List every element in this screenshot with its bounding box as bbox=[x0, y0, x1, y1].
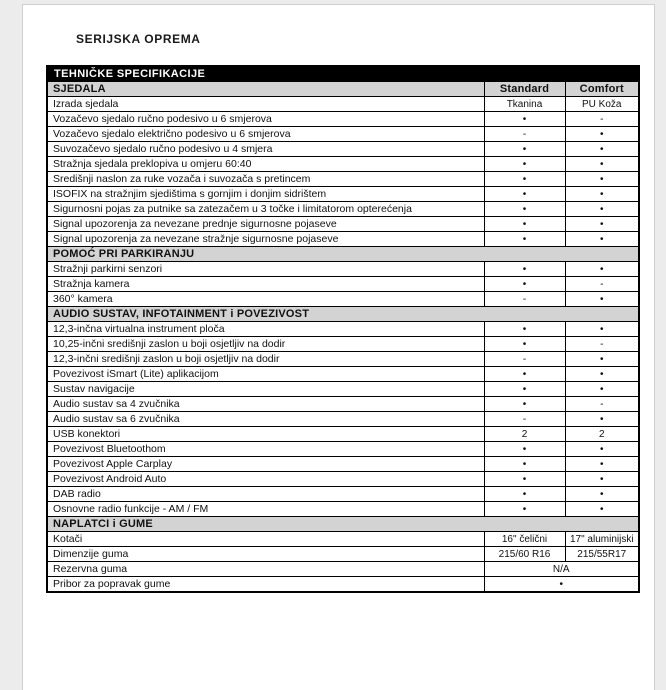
table-row bbox=[47, 187, 639, 202]
comfort-value: • bbox=[565, 457, 639, 472]
standard-value: • bbox=[484, 262, 565, 277]
table-row bbox=[47, 277, 639, 292]
comfort-value: • bbox=[565, 367, 639, 382]
table-row bbox=[47, 427, 639, 442]
feature-label: Stražnji parkirni senzori bbox=[47, 262, 484, 277]
standard-value: • bbox=[484, 322, 565, 337]
comfort-value: • bbox=[565, 262, 639, 277]
standard-value: • bbox=[484, 367, 565, 382]
spec-table-body bbox=[47, 66, 639, 592]
feature-label: Kotači bbox=[47, 532, 484, 547]
table-row bbox=[47, 217, 639, 232]
feature-label: DAB radio bbox=[47, 487, 484, 502]
section-header-row bbox=[47, 247, 639, 262]
comfort-value: • bbox=[565, 127, 639, 142]
comfort-value: 17" aluminijski bbox=[565, 532, 639, 547]
table-row bbox=[47, 112, 639, 127]
standard-value: 215/60 R16 bbox=[484, 547, 565, 562]
standard-value: • bbox=[484, 202, 565, 217]
standard-value: - bbox=[484, 292, 565, 307]
table-row bbox=[47, 142, 639, 157]
feature-label: USB konektori bbox=[47, 427, 484, 442]
table-row bbox=[47, 172, 639, 187]
standard-value: • bbox=[484, 397, 565, 412]
feature-label: 12,3-inčna virtualna instrument ploča bbox=[47, 322, 484, 337]
standard-value: • bbox=[484, 502, 565, 517]
page-title: SERIJSKA OPREMA bbox=[76, 32, 201, 46]
comfort-value: • bbox=[565, 322, 639, 337]
feature-label: Izrada sjedala bbox=[47, 97, 484, 112]
feature-label: Stražnja sjedala preklopiva u omjeru 60:40 bbox=[47, 157, 484, 172]
table-row bbox=[47, 97, 639, 112]
comfort-value: • bbox=[565, 187, 639, 202]
feature-label: Povezivost iSmart (Lite) aplikacijom bbox=[47, 367, 484, 382]
comfort-value: • bbox=[565, 202, 639, 217]
table-title: TEHNIČKE SPECIFIKACIJE bbox=[47, 66, 639, 82]
comfort-value: - bbox=[565, 397, 639, 412]
table-row bbox=[47, 532, 639, 547]
section-header-row bbox=[47, 307, 639, 322]
feature-label: Signal upozorenja za nevezane stražnje sigurnosne pojaseve bbox=[47, 232, 484, 247]
standard-value: 16" čelični bbox=[484, 532, 565, 547]
column-header-standard: Standard bbox=[484, 82, 565, 97]
standard-value: • bbox=[484, 217, 565, 232]
section-title: POMOĆ PRI PARKIRANJU bbox=[47, 247, 639, 262]
table-row bbox=[47, 457, 639, 472]
standard-value: • bbox=[484, 487, 565, 502]
feature-label: Vozačevo sjedalo električno podesivo u 6 smjerova bbox=[47, 127, 484, 142]
table-row bbox=[47, 382, 639, 397]
comfort-value: • bbox=[565, 442, 639, 457]
feature-label: Središnji naslon za ruke vozača i suvozača s pretincem bbox=[47, 172, 484, 187]
comfort-value: • bbox=[565, 217, 639, 232]
feature-label: Sustav navigacije bbox=[47, 382, 484, 397]
table-row bbox=[47, 412, 639, 427]
feature-label: Signal upozorenja za nevezane prednje sigurnosne pojaseve bbox=[47, 217, 484, 232]
standard-value: • bbox=[484, 277, 565, 292]
feature-label: Povezivost Bluetoothom bbox=[47, 442, 484, 457]
standard-value: - bbox=[484, 412, 565, 427]
standard-value: - bbox=[484, 352, 565, 367]
comfort-value: PU Koža bbox=[565, 97, 639, 112]
comfort-value: • bbox=[565, 157, 639, 172]
table-row bbox=[47, 562, 639, 577]
table-row bbox=[47, 322, 639, 337]
feature-label: 360° kamera bbox=[47, 292, 484, 307]
table-row bbox=[47, 397, 639, 412]
section-header-row bbox=[47, 82, 639, 97]
standard-value: 2 bbox=[484, 427, 565, 442]
section-title: AUDIO SUSTAV, INFOTAINMENT i POVEZIVOST bbox=[47, 307, 639, 322]
feature-label: Audio sustav sa 6 zvučnika bbox=[47, 412, 484, 427]
comfort-value: • bbox=[565, 352, 639, 367]
comfort-value: • bbox=[565, 472, 639, 487]
standard-value: • bbox=[484, 142, 565, 157]
standard-value: • bbox=[484, 382, 565, 397]
comfort-value: • bbox=[565, 172, 639, 187]
section-title: NAPLATCI i GUME bbox=[47, 517, 639, 532]
feature-label: Rezervna guma bbox=[47, 562, 484, 577]
feature-label: ISOFIX na stražnjim sjedištima s gornjim i donjim sidrištem bbox=[47, 187, 484, 202]
feature-label: Vozačevo sjedalo ručno podesivo u 6 smjerova bbox=[47, 112, 484, 127]
feature-label: Audio sustav sa 4 zvučnika bbox=[47, 397, 484, 412]
standard-value: Tkanina bbox=[484, 97, 565, 112]
table-row bbox=[47, 157, 639, 172]
standard-value: • bbox=[484, 457, 565, 472]
table-row bbox=[47, 487, 639, 502]
feature-label: Suvozačevo sjedalo ručno podesivo u 4 smjera bbox=[47, 142, 484, 157]
table-row bbox=[47, 442, 639, 457]
comfort-value: 215/55R17 bbox=[565, 547, 639, 562]
table-row bbox=[47, 547, 639, 562]
feature-label: Osnovne radio funkcije - AM / FM bbox=[47, 502, 484, 517]
section-title: SJEDALA bbox=[47, 82, 484, 97]
feature-label: Stražnja kamera bbox=[47, 277, 484, 292]
table-row bbox=[47, 502, 639, 517]
table-row bbox=[47, 232, 639, 247]
standard-value: • bbox=[484, 157, 565, 172]
feature-label: Dimenzije guma bbox=[47, 547, 484, 562]
comfort-value: • bbox=[565, 232, 639, 247]
feature-label: 12,3-inčni središnji zaslon u boji osjetljiv na dodir bbox=[47, 352, 484, 367]
column-header-comfort: Comfort bbox=[565, 82, 639, 97]
comfort-value: • bbox=[565, 502, 639, 517]
feature-label: 10,25-inčni središnji zaslon u boji osjetljiv na dodir bbox=[47, 337, 484, 352]
table-row bbox=[47, 262, 639, 277]
table-row bbox=[47, 292, 639, 307]
document-page bbox=[22, 4, 655, 690]
standard-value: • bbox=[484, 112, 565, 127]
table-row bbox=[47, 127, 639, 142]
feature-label: Povezivost Apple Carplay bbox=[47, 457, 484, 472]
spec-table bbox=[46, 65, 640, 593]
comfort-value: • bbox=[565, 382, 639, 397]
standard-value: • bbox=[484, 337, 565, 352]
feature-label: Povezivost Android Auto bbox=[47, 472, 484, 487]
standard-value: - bbox=[484, 127, 565, 142]
feature-label: Pribor za popravak gume bbox=[47, 577, 484, 593]
comfort-value: • bbox=[565, 292, 639, 307]
standard-value: • bbox=[484, 442, 565, 457]
standard-value: • bbox=[484, 172, 565, 187]
comfort-value: 2 bbox=[565, 427, 639, 442]
comfort-value: • bbox=[565, 487, 639, 502]
standard-value: • bbox=[484, 187, 565, 202]
table-row bbox=[47, 367, 639, 382]
section-header-row bbox=[47, 517, 639, 532]
merged-value: • bbox=[484, 577, 639, 593]
table-row bbox=[47, 202, 639, 217]
comfort-value: - bbox=[565, 112, 639, 127]
table-title-row bbox=[47, 66, 639, 82]
comfort-value: - bbox=[565, 277, 639, 292]
merged-value: N/A bbox=[484, 562, 639, 577]
comfort-value: - bbox=[565, 337, 639, 352]
standard-value: • bbox=[484, 472, 565, 487]
comfort-value: • bbox=[565, 142, 639, 157]
comfort-value: • bbox=[565, 412, 639, 427]
table-row bbox=[47, 352, 639, 367]
table-row bbox=[47, 577, 639, 593]
standard-value: • bbox=[484, 232, 565, 247]
feature-label: Sigurnosni pojas za putnike sa zatezačem u 3 točke i limitatorom opterećenja bbox=[47, 202, 484, 217]
table-row bbox=[47, 337, 639, 352]
table-row bbox=[47, 472, 639, 487]
